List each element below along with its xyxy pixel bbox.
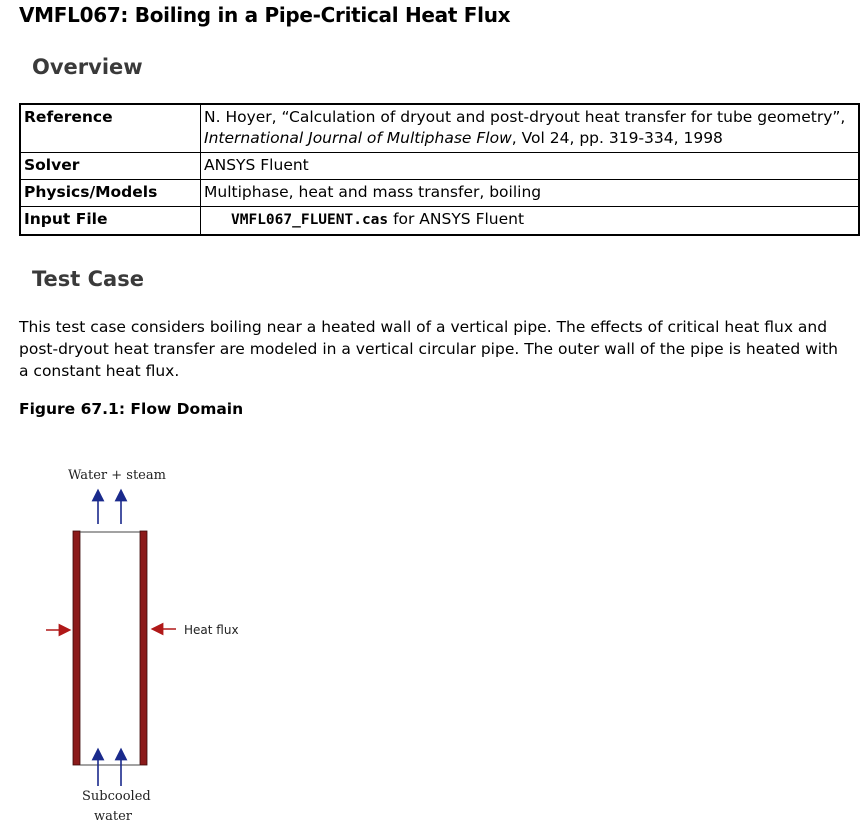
overview-heading: Overview bbox=[32, 55, 143, 79]
table-row bbox=[20, 153, 859, 180]
reference-text: N. Hoyer, “Calculation of dryout and post-dryout heat transfer for tube geometry”, bbox=[204, 108, 846, 126]
table-row bbox=[20, 207, 859, 236]
figure-caption: Figure 67.1: Flow Domain bbox=[19, 400, 244, 418]
input-file-name: VMFL067_FLUENT.cas bbox=[231, 212, 389, 228]
test-case-description: This test case considers boiling near a heated wall of a vertical pipe. The effects of critical heat flux and post-dryout heat transfer are modeled in a vertical circular pipe. The outer wall of the pipe is heated with a constant heat flux. bbox=[19, 318, 839, 380]
physics-value: Multiphase, heat and mass transfer, boiling bbox=[201, 180, 860, 207]
inlet-label-line2: water bbox=[94, 809, 133, 824]
document-title: VMFL067: Boiling in a Pipe-Critical Heat Flux bbox=[19, 3, 511, 27]
reference-journal: International Journal of Multiphase Flow bbox=[204, 129, 512, 147]
test-case-heading: Test Case bbox=[32, 267, 144, 291]
reference-label: Reference bbox=[20, 104, 201, 153]
flow-domain-figure bbox=[20, 440, 250, 825]
reference-value bbox=[201, 104, 860, 153]
pipe-right-wall bbox=[140, 531, 147, 765]
reference-details: , Vol 24, pp. 319-334, 1998 bbox=[511, 129, 723, 147]
physics-label: Physics/Models bbox=[20, 180, 201, 207]
input-file-label: Input File bbox=[20, 207, 201, 236]
solver-value: ANSYS Fluent bbox=[201, 153, 860, 180]
pipe-left-wall bbox=[73, 531, 80, 765]
input-file-suffix: for ANSYS Fluent bbox=[388, 210, 525, 228]
input-file-value bbox=[201, 207, 860, 236]
heat-flux-label: Heat flux bbox=[184, 623, 239, 637]
inlet-label-line1: Subcooled bbox=[82, 789, 151, 804]
table-row bbox=[20, 104, 859, 153]
outlet-label: Water + steam bbox=[68, 468, 166, 483]
solver-label: Solver bbox=[20, 153, 201, 180]
pipe bbox=[73, 531, 147, 765]
table-row bbox=[20, 180, 859, 207]
overview-table bbox=[19, 103, 860, 236]
